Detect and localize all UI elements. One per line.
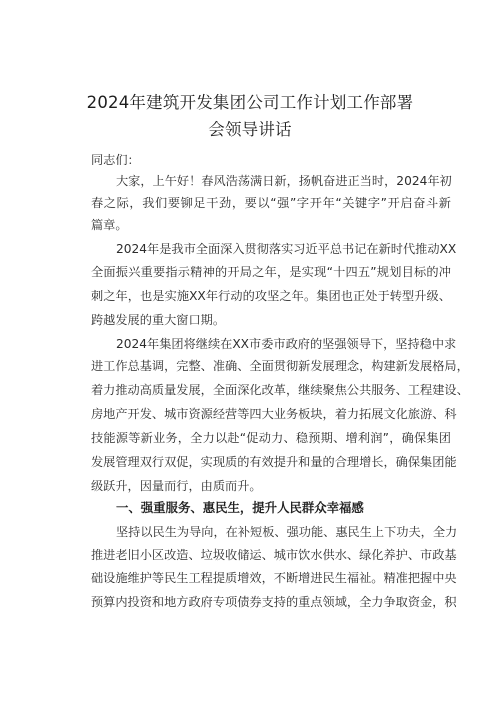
- paragraph-3-line-6: 发展管理双行双促，实现质的有效提升和量的合理增长，确保集团能: [91, 455, 457, 469]
- paragraph-2-line-1: 2024年是我市全面深入贯彻落实习近平总书记在新时代推动XX: [116, 242, 457, 256]
- paragraph-3-line-2: 进工作总基调，完整、准确、全面贯彻新发展理念，构建新发展格局，: [91, 359, 469, 373]
- salutation: 同志们：: [91, 153, 140, 167]
- paragraph-2-line-2: 全面振兴重要指示精神的开局之年，是实现“十四五”规划目标的冲: [91, 265, 451, 279]
- paragraph-3-line-3: 着力推动高质量发展，全面深化改革，继续聚焦公共服务、工程建设、: [91, 383, 469, 397]
- paragraph-3-line-5: 技能源等新业务，全力以赴“促动力、稳预期、增利润”，确保集团: [91, 431, 451, 445]
- document-title-line-1: 2024年建筑开发集团公司工作计划工作部署: [86, 93, 414, 112]
- paragraph-4-line-3: 础设施维护等民生工程提质增效，不断增进民生福祉。精准把握中央: [91, 571, 457, 585]
- paragraph-2-line-4: 跨越发展的重大窗口期。: [91, 313, 226, 327]
- paragraph-3-line-1: 2024年集团将继续在XX市委市政府的坚强领导下，坚持稳中求: [116, 337, 457, 351]
- paragraph-1-line-1: 大家，上午好！春风浩荡满日新，扬帆奋进正当时，2024年初: [116, 174, 452, 188]
- paragraph-3-line-7: 级跃升，因量而行，由质而升。: [91, 479, 262, 493]
- section-heading-1: 一、强重服务、惠民生，提升人民群众幸福感: [116, 500, 364, 515]
- paragraph-2-line-3: 刺之年，也是实施XX年行动的攻坚之年。集团也正处于转型升级、: [91, 289, 451, 303]
- paragraph-4-line-4: 预算内投资和地方政府专项债券支持的重点领域，全力争取资金，积: [91, 595, 457, 609]
- paragraph-4-line-2: 推进老旧小区改造、垃圾收储运、城市饮水供水、绿化养护、市政基: [91, 548, 457, 562]
- paragraph-1-line-2: 春之际，我们要铆足干劲，要以“强”字开年“关键字”开启奋斗新: [91, 196, 451, 210]
- paragraph-4-line-1: 坚持以民生为导向，在补短板、强功能、惠民生上下功夫，全力: [116, 525, 458, 539]
- document-title-line-2: 会领导讲话: [208, 120, 292, 139]
- paragraph-1-line-3: 篇章。: [91, 218, 128, 232]
- paragraph-3-line-4: 房地产开发、城市资源经营等四大业务板块，着力拓展文化旅游、科: [91, 407, 457, 421]
